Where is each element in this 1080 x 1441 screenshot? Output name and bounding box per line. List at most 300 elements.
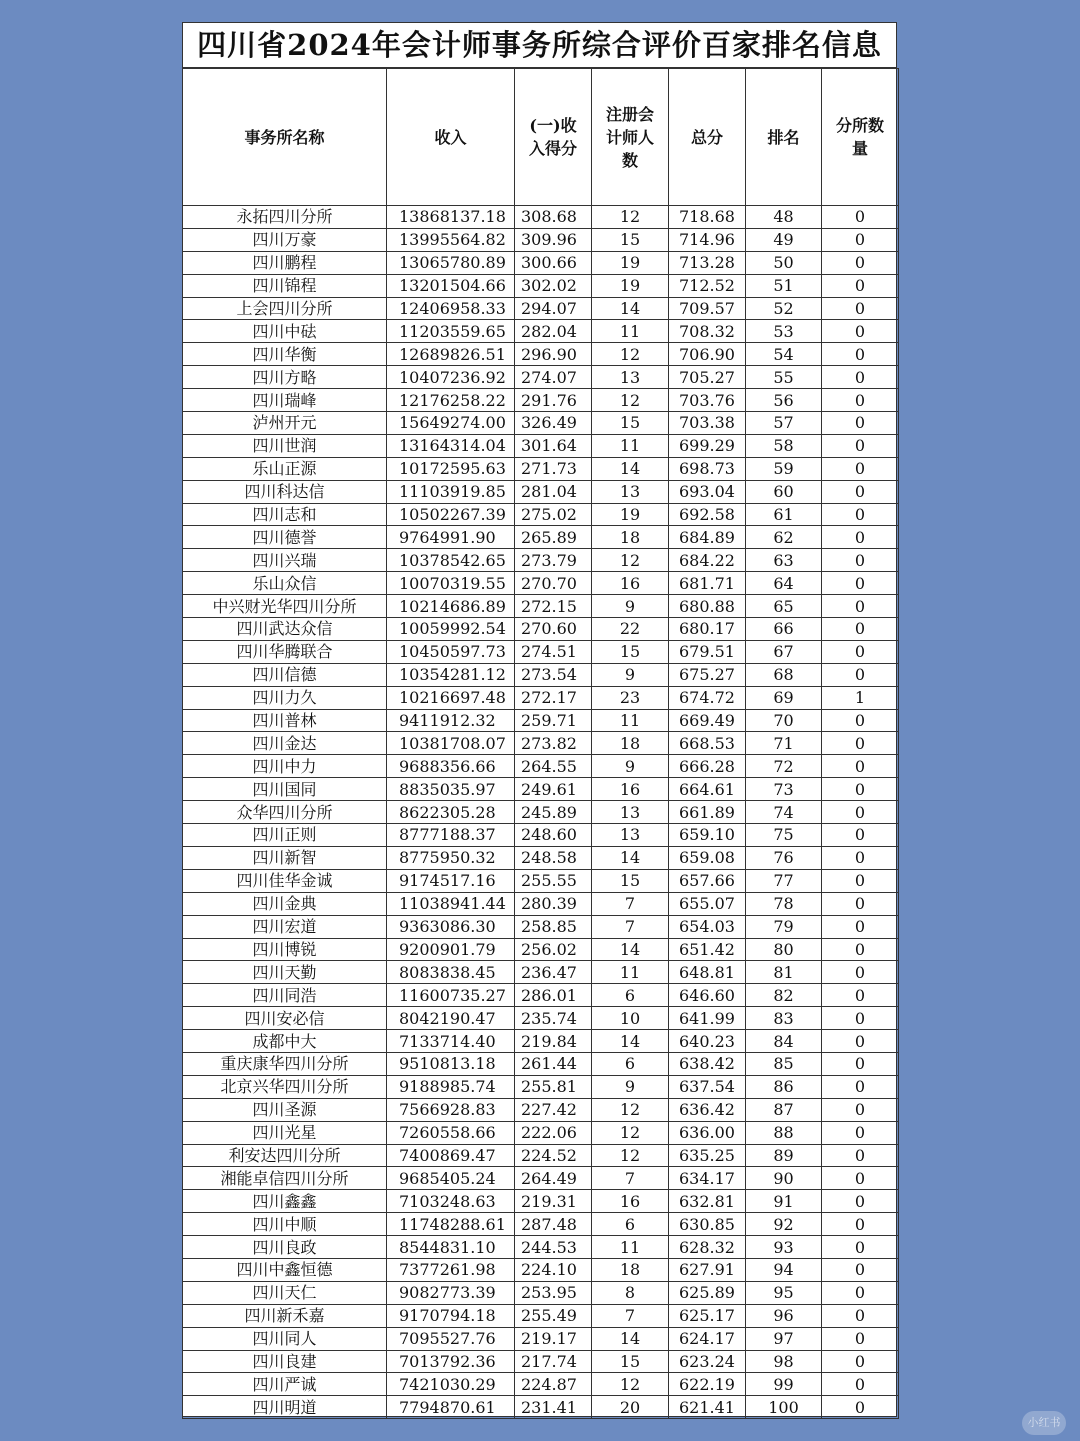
cell-name: 四川良建 [183, 1350, 387, 1373]
cell-name: 四川国同 [183, 778, 387, 801]
cell-income: 11038941.44 [387, 892, 515, 915]
cell-cpa-count: 12 [592, 549, 669, 572]
cell-total: 674.72 [669, 686, 746, 709]
cell-income-score: 219.17 [515, 1327, 592, 1350]
cell-income: 12406958.33 [387, 297, 515, 320]
cell-total: 661.89 [669, 801, 746, 824]
cell-branches: 0 [822, 1030, 899, 1053]
cell-name: 四川华衡 [183, 343, 387, 366]
cell-income-score: 224.10 [515, 1258, 592, 1281]
table-row [183, 1167, 899, 1190]
cell-total: 622.19 [669, 1373, 746, 1396]
cell-income: 10214686.89 [387, 595, 515, 618]
header-rank: 排名 [746, 69, 822, 206]
cell-income-score: 274.51 [515, 640, 592, 663]
table-row [183, 1030, 899, 1053]
cell-income-score: 296.90 [515, 343, 592, 366]
cell-cpa-count: 13 [592, 824, 669, 847]
cell-total: 625.17 [669, 1304, 746, 1327]
cell-branches: 0 [822, 343, 899, 366]
cell-income: 11600735.27 [387, 984, 515, 1007]
cell-total: 680.17 [669, 618, 746, 641]
cell-income-score: 274.07 [515, 366, 592, 389]
cell-branches: 0 [822, 389, 899, 412]
cell-total: 638.42 [669, 1052, 746, 1075]
cell-cpa-count: 12 [592, 206, 669, 229]
cell-income: 7260558.66 [387, 1121, 515, 1144]
cell-income-score: 300.66 [515, 251, 592, 274]
cell-name: 永拓四川分所 [183, 206, 387, 229]
cell-name: 四川锦程 [183, 274, 387, 297]
cell-total: 669.49 [669, 709, 746, 732]
cell-name: 四川金典 [183, 892, 387, 915]
cell-total: 635.25 [669, 1144, 746, 1167]
cell-branches: 0 [822, 1236, 899, 1259]
cell-branches: 0 [822, 1121, 899, 1144]
cell-total: 641.99 [669, 1007, 746, 1030]
cell-income-score: 294.07 [515, 297, 592, 320]
table-row [183, 1373, 899, 1396]
cell-name: 中兴财光华四川分所 [183, 595, 387, 618]
cell-cpa-count: 11 [592, 1236, 669, 1259]
cell-total: 675.27 [669, 663, 746, 686]
cell-name: 四川光星 [183, 1121, 387, 1144]
cell-total: 703.76 [669, 389, 746, 412]
cell-income-score: 264.55 [515, 755, 592, 778]
cell-cpa-count: 18 [592, 1258, 669, 1281]
cell-income: 10070319.55 [387, 572, 515, 595]
cell-income: 9082773.39 [387, 1281, 515, 1304]
cell-name: 四川万豪 [183, 228, 387, 251]
cell-total: 692.58 [669, 503, 746, 526]
cell-income-score: 248.60 [515, 824, 592, 847]
cell-income: 8835035.97 [387, 778, 515, 801]
cell-income: 15649274.00 [387, 412, 515, 435]
cell-income: 8777188.37 [387, 824, 515, 847]
cell-income-score: 273.54 [515, 663, 592, 686]
cell-income-score: 301.64 [515, 434, 592, 457]
cell-name: 四川中力 [183, 755, 387, 778]
cell-total: 659.10 [669, 824, 746, 847]
cell-name: 四川博锐 [183, 938, 387, 961]
table-row [183, 1396, 899, 1419]
cell-cpa-count: 14 [592, 938, 669, 961]
cell-branches: 0 [822, 640, 899, 663]
cell-income: 9174517.16 [387, 869, 515, 892]
cell-income: 10502267.39 [387, 503, 515, 526]
cell-total: 634.17 [669, 1167, 746, 1190]
cell-branches: 0 [822, 1213, 899, 1236]
cell-total: 706.90 [669, 343, 746, 366]
cell-cpa-count: 12 [592, 1373, 669, 1396]
cell-income-score: 245.89 [515, 801, 592, 824]
cell-rank: 55 [746, 366, 822, 389]
cell-name: 四川明道 [183, 1396, 387, 1419]
cell-rank: 53 [746, 320, 822, 343]
table-row [183, 366, 899, 389]
cell-cpa-count: 18 [592, 526, 669, 549]
cell-rank: 56 [746, 389, 822, 412]
cell-income: 10450597.73 [387, 640, 515, 663]
cell-rank: 93 [746, 1236, 822, 1259]
table-row [183, 1236, 899, 1259]
table-row [183, 457, 899, 480]
cell-income-score: 270.60 [515, 618, 592, 641]
cell-total: 668.53 [669, 732, 746, 755]
cell-branches: 0 [822, 892, 899, 915]
cell-cpa-count: 15 [592, 1350, 669, 1373]
cell-total: 627.91 [669, 1258, 746, 1281]
cell-branches: 0 [822, 1396, 899, 1419]
cell-income-score: 224.52 [515, 1144, 592, 1167]
cell-total: 666.28 [669, 755, 746, 778]
cell-income: 7103248.63 [387, 1190, 515, 1213]
cell-cpa-count: 12 [592, 389, 669, 412]
cell-cpa-count: 15 [592, 640, 669, 663]
table-row [183, 869, 899, 892]
cell-branches: 0 [822, 434, 899, 457]
cell-total: 655.07 [669, 892, 746, 915]
table-row [183, 503, 899, 526]
cell-income-score: 272.15 [515, 595, 592, 618]
cell-income-score: 291.76 [515, 389, 592, 412]
cell-rank: 90 [746, 1167, 822, 1190]
cell-total: 651.42 [669, 938, 746, 961]
cell-income-score: 271.73 [515, 457, 592, 480]
cell-total: 713.28 [669, 251, 746, 274]
cell-cpa-count: 9 [592, 1075, 669, 1098]
cell-branches: 1 [822, 686, 899, 709]
cell-income: 8083838.45 [387, 961, 515, 984]
cell-income: 13201504.66 [387, 274, 515, 297]
cell-cpa-count: 18 [592, 732, 669, 755]
table-row [183, 572, 899, 595]
cell-income: 11748288.61 [387, 1213, 515, 1236]
cell-total: 684.89 [669, 526, 746, 549]
cell-income: 10378542.65 [387, 549, 515, 572]
cell-rank: 51 [746, 274, 822, 297]
cell-cpa-count: 9 [592, 755, 669, 778]
cell-rank: 59 [746, 457, 822, 480]
cell-income: 9685405.24 [387, 1167, 515, 1190]
cell-name: 四川金达 [183, 732, 387, 755]
cell-branches: 0 [822, 503, 899, 526]
cell-rank: 100 [746, 1396, 822, 1419]
cell-total: 680.88 [669, 595, 746, 618]
cell-branches: 0 [822, 572, 899, 595]
cell-cpa-count: 14 [592, 1030, 669, 1053]
cell-income: 9411912.32 [387, 709, 515, 732]
cell-cpa-count: 11 [592, 434, 669, 457]
cell-total: 637.54 [669, 1075, 746, 1098]
cell-rank: 68 [746, 663, 822, 686]
table-row [183, 389, 899, 412]
cell-branches: 0 [822, 1052, 899, 1075]
cell-rank: 77 [746, 869, 822, 892]
cell-rank: 60 [746, 480, 822, 503]
cell-income-score: 259.71 [515, 709, 592, 732]
cell-income: 10354281.12 [387, 663, 515, 686]
cell-cpa-count: 6 [592, 1052, 669, 1075]
cell-cpa-count: 15 [592, 412, 669, 435]
cell-rank: 98 [746, 1350, 822, 1373]
cell-rank: 82 [746, 984, 822, 1007]
table-row [183, 846, 899, 869]
cell-income: 10059992.54 [387, 618, 515, 641]
cell-income-score: 261.44 [515, 1052, 592, 1075]
table-row [183, 480, 899, 503]
cell-income: 8544831.10 [387, 1236, 515, 1259]
table-row [183, 640, 899, 663]
table-row [183, 343, 899, 366]
cell-rank: 73 [746, 778, 822, 801]
cell-income: 13868137.18 [387, 206, 515, 229]
cell-income: 8042190.47 [387, 1007, 515, 1030]
cell-rank: 48 [746, 206, 822, 229]
cell-branches: 0 [822, 755, 899, 778]
cell-cpa-count: 9 [592, 595, 669, 618]
cell-rank: 95 [746, 1281, 822, 1304]
cell-name: 四川宏道 [183, 915, 387, 938]
cell-income-score: 273.82 [515, 732, 592, 755]
table-row [183, 1304, 899, 1327]
cell-income: 7421030.29 [387, 1373, 515, 1396]
cell-rank: 74 [746, 801, 822, 824]
cell-cpa-count: 22 [592, 618, 669, 641]
cell-rank: 79 [746, 915, 822, 938]
header-cpa-count: 注册会计师人数 [592, 69, 669, 206]
cell-cpa-count: 7 [592, 1304, 669, 1327]
cell-cpa-count: 7 [592, 1167, 669, 1190]
cell-name: 北京兴华四川分所 [183, 1075, 387, 1098]
cell-name: 四川安必信 [183, 1007, 387, 1030]
cell-income: 12689826.51 [387, 343, 515, 366]
cell-rank: 61 [746, 503, 822, 526]
header-total: 总分 [669, 69, 746, 206]
table-row [183, 1258, 899, 1281]
cell-name: 四川中鑫恒德 [183, 1258, 387, 1281]
cell-income-score: 255.55 [515, 869, 592, 892]
cell-branches: 0 [822, 801, 899, 824]
cell-cpa-count: 8 [592, 1281, 669, 1304]
cell-cpa-count: 13 [592, 480, 669, 503]
cell-name: 四川瑞峰 [183, 389, 387, 412]
cell-income: 7133714.40 [387, 1030, 515, 1053]
cell-income: 7095527.76 [387, 1327, 515, 1350]
cell-total: 684.22 [669, 549, 746, 572]
cell-rank: 86 [746, 1075, 822, 1098]
table-row [183, 732, 899, 755]
cell-cpa-count: 16 [592, 1190, 669, 1213]
cell-income: 7377261.98 [387, 1258, 515, 1281]
cell-cpa-count: 14 [592, 297, 669, 320]
cell-name: 四川德誉 [183, 526, 387, 549]
cell-rank: 69 [746, 686, 822, 709]
cell-name: 乐山正源 [183, 457, 387, 480]
cell-total: 703.38 [669, 412, 746, 435]
cell-branches: 0 [822, 320, 899, 343]
cell-rank: 66 [746, 618, 822, 641]
cell-rank: 84 [746, 1030, 822, 1053]
cell-rank: 63 [746, 549, 822, 572]
cell-name: 四川中砝 [183, 320, 387, 343]
cell-name: 四川严诚 [183, 1373, 387, 1396]
cell-branches: 0 [822, 1190, 899, 1213]
cell-income: 7013792.36 [387, 1350, 515, 1373]
table-row [183, 274, 899, 297]
cell-income: 9764991.90 [387, 526, 515, 549]
cell-name: 四川新禾嘉 [183, 1304, 387, 1327]
cell-rank: 65 [746, 595, 822, 618]
table-row [183, 434, 899, 457]
cell-branches: 0 [822, 480, 899, 503]
cell-income-score: 249.61 [515, 778, 592, 801]
cell-cpa-count: 6 [592, 984, 669, 1007]
cell-income: 9188985.74 [387, 1075, 515, 1098]
cell-name: 四川中顺 [183, 1213, 387, 1236]
cell-branches: 0 [822, 1281, 899, 1304]
table-row [183, 755, 899, 778]
cell-income-score: 253.95 [515, 1281, 592, 1304]
cell-name: 四川世润 [183, 434, 387, 457]
cell-total: 708.32 [669, 320, 746, 343]
cell-name: 四川华腾联合 [183, 640, 387, 663]
cell-income: 10381708.07 [387, 732, 515, 755]
cell-branches: 0 [822, 1373, 899, 1396]
table-row [183, 961, 899, 984]
cell-total: 654.03 [669, 915, 746, 938]
cell-cpa-count: 11 [592, 320, 669, 343]
cell-income-score: 281.04 [515, 480, 592, 503]
table-row [183, 709, 899, 732]
cell-rank: 52 [746, 297, 822, 320]
cell-cpa-count: 23 [592, 686, 669, 709]
cell-branches: 0 [822, 412, 899, 435]
cell-total: 636.42 [669, 1098, 746, 1121]
cell-income-score: 265.89 [515, 526, 592, 549]
cell-cpa-count: 9 [592, 663, 669, 686]
cell-branches: 0 [822, 457, 899, 480]
table-row [183, 801, 899, 824]
table-row [183, 228, 899, 251]
table-row [183, 1281, 899, 1304]
table-row [183, 1327, 899, 1350]
cell-rank: 57 [746, 412, 822, 435]
cell-income: 12176258.22 [387, 389, 515, 412]
cell-total: 630.85 [669, 1213, 746, 1236]
cell-branches: 0 [822, 1144, 899, 1167]
cell-cpa-count: 13 [592, 366, 669, 389]
cell-cpa-count: 11 [592, 709, 669, 732]
cell-rank: 54 [746, 343, 822, 366]
cell-income-score: 273.79 [515, 549, 592, 572]
cell-name: 四川圣源 [183, 1098, 387, 1121]
table-row [183, 1075, 899, 1098]
cell-total: 657.66 [669, 869, 746, 892]
cell-income-score: 235.74 [515, 1007, 592, 1030]
cell-income: 13995564.82 [387, 228, 515, 251]
cell-total: 712.52 [669, 274, 746, 297]
cell-income: 7400869.47 [387, 1144, 515, 1167]
table-row [183, 1007, 899, 1030]
cell-rank: 78 [746, 892, 822, 915]
cell-income-score: 256.02 [515, 938, 592, 961]
cell-cpa-count: 12 [592, 1144, 669, 1167]
cell-branches: 0 [822, 366, 899, 389]
cell-branches: 0 [822, 1350, 899, 1373]
cell-income-score: 302.02 [515, 274, 592, 297]
cell-income-score: 222.06 [515, 1121, 592, 1144]
cell-branches: 0 [822, 846, 899, 869]
cell-branches: 0 [822, 228, 899, 251]
cell-branches: 0 [822, 206, 899, 229]
cell-name: 四川方略 [183, 366, 387, 389]
cell-branches: 0 [822, 297, 899, 320]
cell-income-score: 308.68 [515, 206, 592, 229]
cell-name: 四川普林 [183, 709, 387, 732]
table-row [183, 251, 899, 274]
cell-branches: 0 [822, 778, 899, 801]
cell-income-score: 219.84 [515, 1030, 592, 1053]
cell-name: 四川新智 [183, 846, 387, 869]
cell-income: 9170794.18 [387, 1304, 515, 1327]
cell-branches: 0 [822, 709, 899, 732]
table-row [183, 320, 899, 343]
cell-income-score: 270.70 [515, 572, 592, 595]
cell-name: 四川信德 [183, 663, 387, 686]
cell-name: 四川正则 [183, 824, 387, 847]
cell-name: 四川兴瑞 [183, 549, 387, 572]
cell-income-score: 309.96 [515, 228, 592, 251]
cell-cpa-count: 7 [592, 892, 669, 915]
cell-cpa-count: 12 [592, 343, 669, 366]
table-row [183, 206, 899, 229]
cell-total: 659.08 [669, 846, 746, 869]
cell-name: 四川武达众信 [183, 618, 387, 641]
cell-branches: 0 [822, 961, 899, 984]
cell-income-score: 272.17 [515, 686, 592, 709]
table-row [183, 1121, 899, 1144]
table-row [183, 1098, 899, 1121]
table-row [183, 984, 899, 1007]
cell-branches: 0 [822, 1327, 899, 1350]
cell-cpa-count: 11 [592, 961, 669, 984]
watermark-logo: 小红书 [1022, 1411, 1066, 1435]
cell-name: 四川良政 [183, 1236, 387, 1259]
cell-branches: 0 [822, 526, 899, 549]
cell-cpa-count: 19 [592, 503, 669, 526]
cell-income-score: 231.41 [515, 1396, 592, 1419]
table-row [183, 663, 899, 686]
cell-income: 9510813.18 [387, 1052, 515, 1075]
cell-name: 上会四川分所 [183, 297, 387, 320]
cell-branches: 0 [822, 1258, 899, 1281]
cell-total: 646.60 [669, 984, 746, 1007]
cell-branches: 0 [822, 1098, 899, 1121]
cell-total: 681.71 [669, 572, 746, 595]
cell-income: 7794870.61 [387, 1396, 515, 1419]
header-income-score: (一)收入得分 [515, 69, 592, 206]
cell-total: 624.17 [669, 1327, 746, 1350]
cell-branches: 0 [822, 1304, 899, 1327]
cell-income-score: 258.85 [515, 915, 592, 938]
cell-rank: 71 [746, 732, 822, 755]
cell-rank: 85 [746, 1052, 822, 1075]
cell-income-score: 248.58 [515, 846, 592, 869]
cell-branches: 0 [822, 549, 899, 572]
cell-name: 四川力久 [183, 686, 387, 709]
cell-branches: 0 [822, 1075, 899, 1098]
